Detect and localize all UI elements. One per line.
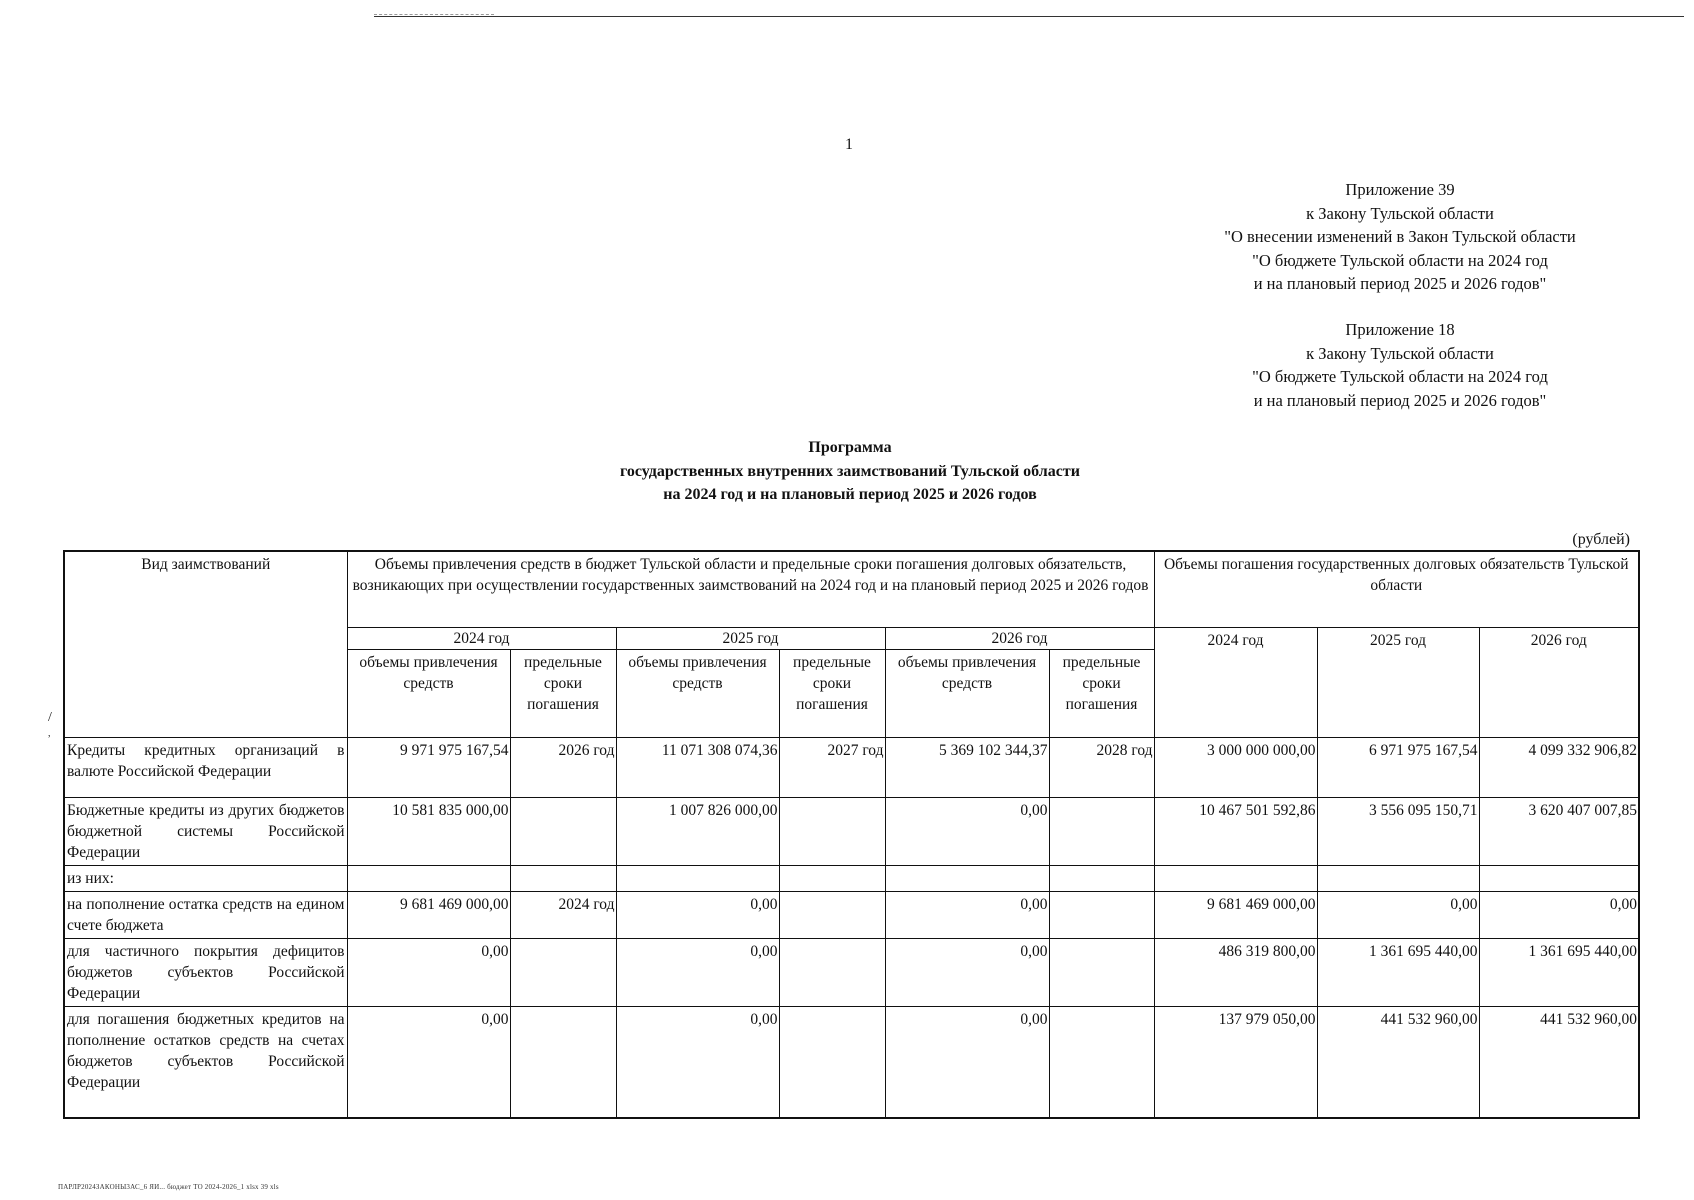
cell-raise-2025: 11 071 308 074,36 [616, 737, 779, 797]
cell-repay-2025: 441 532 960,00 [1317, 1006, 1479, 1118]
cell-term-2025 [779, 797, 885, 865]
margin-mark: / [48, 710, 52, 725]
cell-raise-2025: 1 007 826 000,00 [616, 797, 779, 865]
table-row [64, 938, 1639, 1006]
cell-raise-2024: 9 971 975 167,54 [347, 737, 510, 797]
cell-term-2026: 2028 год [1049, 737, 1154, 797]
appendix-39-line: "О внесении изменений в Закон Тульской области [1224, 227, 1576, 246]
cell-repay-2025: 0,00 [1317, 891, 1479, 938]
header-repay-2026: 2026 год [1479, 627, 1639, 737]
title-line: Программа [808, 439, 892, 456]
header-repay-2024: 2024 год [1154, 627, 1317, 737]
cell-repay-2026: 0,00 [1479, 891, 1639, 938]
cell-term-2024 [510, 938, 616, 1006]
cell-repay-2025 [1317, 865, 1479, 891]
header-raise-group: Объемы привлечения средств в бюджет Тульской области и предельные сроки погашения долговых обязательств, возникающих при осуществлении государственных заимствований на 2024 год и на плановый период 2025 и 2026 годов [347, 551, 1154, 627]
header-rule [374, 16, 1684, 17]
table-row [64, 1006, 1639, 1118]
table-row [64, 865, 1639, 891]
cell-repay-2024: 10 467 501 592,86 [1154, 797, 1317, 865]
row-label: из них: [64, 865, 347, 891]
header-dashed-line [374, 14, 494, 15]
cell-raise-2026: 0,00 [885, 938, 1049, 1006]
cell-repay-2025: 3 556 095 150,71 [1317, 797, 1479, 865]
cell-repay-2026: 441 532 960,00 [1479, 1006, 1639, 1118]
cell-raise-2026: 0,00 [885, 1006, 1049, 1118]
cell-raise-2024: 0,00 [347, 1006, 510, 1118]
header-term-2025: предельные сроки погашения [779, 649, 885, 737]
cell-raise-2025: 0,00 [616, 938, 779, 1006]
row-label: для частичного покрытия дефицитов бюджетов субъектов Российской Федерации [64, 938, 347, 1006]
cell-raise-2026: 0,00 [885, 891, 1049, 938]
appendix-18-line: "О бюджете Тульской области на 2024 год [1252, 367, 1548, 386]
cell-term-2026 [1049, 891, 1154, 938]
row-label: Кредиты кредитных организаций в валюте Российской Федерации [64, 737, 347, 797]
appendix-39-line: "О бюджете Тульской области на 2024 год [1252, 250, 1548, 270]
header-repay-2025: 2025 год [1317, 627, 1479, 737]
cell-raise-2024: 9 681 469 000,00 [347, 891, 510, 938]
header-type: Вид заимствований [64, 551, 347, 737]
unit-label: (рублей) [1572, 531, 1630, 548]
appendix-18-line: и на плановый период 2025 и 2026 годов" [1253, 390, 1547, 410]
cell-repay-2025: 6 971 975 167,54 [1317, 737, 1479, 797]
cell-repay-2025: 1 361 695 440,00 [1317, 938, 1479, 1006]
header-term-2026: предельные сроки погашения [1049, 649, 1154, 737]
cell-repay-2026: 4 099 332 906,82 [1479, 737, 1639, 797]
document-title [520, 436, 1180, 507]
cell-term-2024: 2024 год [510, 891, 616, 938]
row-label: для погашения бюджетных кредитов на пополнение остатков средств на счетах бюджетов субъектов Российской Федерации [64, 1006, 347, 1118]
header-repay-group: Объемы погашения государственных долговых обязательств Тульской области [1154, 551, 1639, 627]
row-label: на пополнение остатка средств на едином счете бюджета [64, 891, 347, 938]
cell-raise-2024: 0,00 [347, 938, 510, 1006]
appendix-39-line: и на плановый период 2025 и 2026 годов" [1253, 274, 1547, 293]
table-row [64, 797, 1639, 865]
cell-term-2024: 2026 год [510, 737, 616, 797]
appendix-18-line: к Закону Тульской области [1306, 343, 1494, 363]
cell-term-2025 [779, 891, 885, 938]
cell-term-2025 [779, 865, 885, 891]
cell-repay-2024: 486 319 800,00 [1154, 938, 1317, 1006]
appendix-18-block [1170, 318, 1630, 412]
cell-term-2026 [1049, 865, 1154, 891]
page-number: 1 [845, 136, 853, 153]
header-term-2024: предельные сроки погашения [510, 649, 616, 737]
title-line: государственных внутренних заимствований Тульской области [620, 462, 1080, 480]
cell-repay-2026: 1 361 695 440,00 [1479, 938, 1639, 1006]
cell-repay-2026: 3 620 407 007,85 [1479, 797, 1639, 865]
cell-term-2026 [1049, 1006, 1154, 1118]
table-body [64, 737, 1639, 1118]
cell-raise-2026: 5 369 102 344,37 [885, 737, 1049, 797]
cell-term-2026 [1049, 797, 1154, 865]
cell-repay-2024: 9 681 469 000,00 [1154, 891, 1317, 938]
cell-raise-2026: 0,00 [885, 797, 1049, 865]
cell-repay-2026 [1479, 865, 1639, 891]
cell-term-2025: 2027 год [779, 737, 885, 797]
header-year-2025: 2025 год [616, 627, 885, 649]
appendix-39-line: Приложение 39 [1345, 180, 1455, 199]
header-year-2026: 2026 год [885, 627, 1154, 649]
appendix-39-line: к Закону Тульской области [1306, 203, 1494, 223]
table-row [64, 737, 1639, 797]
file-path: ПАРЛР2024ЗАКОНЫ3АС_6 ЯИ... бюджет ТО 2024-2026_1 xlsx 39 xls [58, 1183, 279, 1191]
cell-repay-2024 [1154, 865, 1317, 891]
appendix-39-block [1170, 178, 1630, 296]
title-line: на 2024 год и на плановый период 2025 и 2026 годов [663, 486, 1037, 503]
row-label: Бюджетные кредиты из других бюджетов бюджетной системы Российской Федерации [64, 797, 347, 865]
cell-repay-2024: 137 979 050,00 [1154, 1006, 1317, 1118]
cell-term-2025 [779, 938, 885, 1006]
appendix-18-line: Приложение 18 [1345, 320, 1455, 339]
cell-term-2026 [1049, 938, 1154, 1006]
cell-term-2025 [779, 1006, 885, 1118]
cell-raise-2024: 10 581 835 000,00 [347, 797, 510, 865]
cell-raise-2025 [616, 865, 779, 891]
margin-mark: , [48, 728, 51, 739]
cell-raise-2025: 0,00 [616, 1006, 779, 1118]
header-volume-2026: объемы привлечения средств [885, 649, 1049, 737]
header-year-2024: 2024 год [347, 627, 616, 649]
header-volume-2024: объемы привлечения средств [347, 649, 510, 737]
borrowings-table [63, 550, 1640, 1119]
cell-term-2024 [510, 797, 616, 865]
table-row [64, 891, 1639, 938]
cell-repay-2024: 3 000 000 000,00 [1154, 737, 1317, 797]
cell-raise-2026 [885, 865, 1049, 891]
header-volume-2025: объемы привлечения средств [616, 649, 779, 737]
cell-term-2024 [510, 865, 616, 891]
cell-raise-2024 [347, 865, 510, 891]
cell-raise-2025: 0,00 [616, 891, 779, 938]
cell-term-2024 [510, 1006, 616, 1118]
